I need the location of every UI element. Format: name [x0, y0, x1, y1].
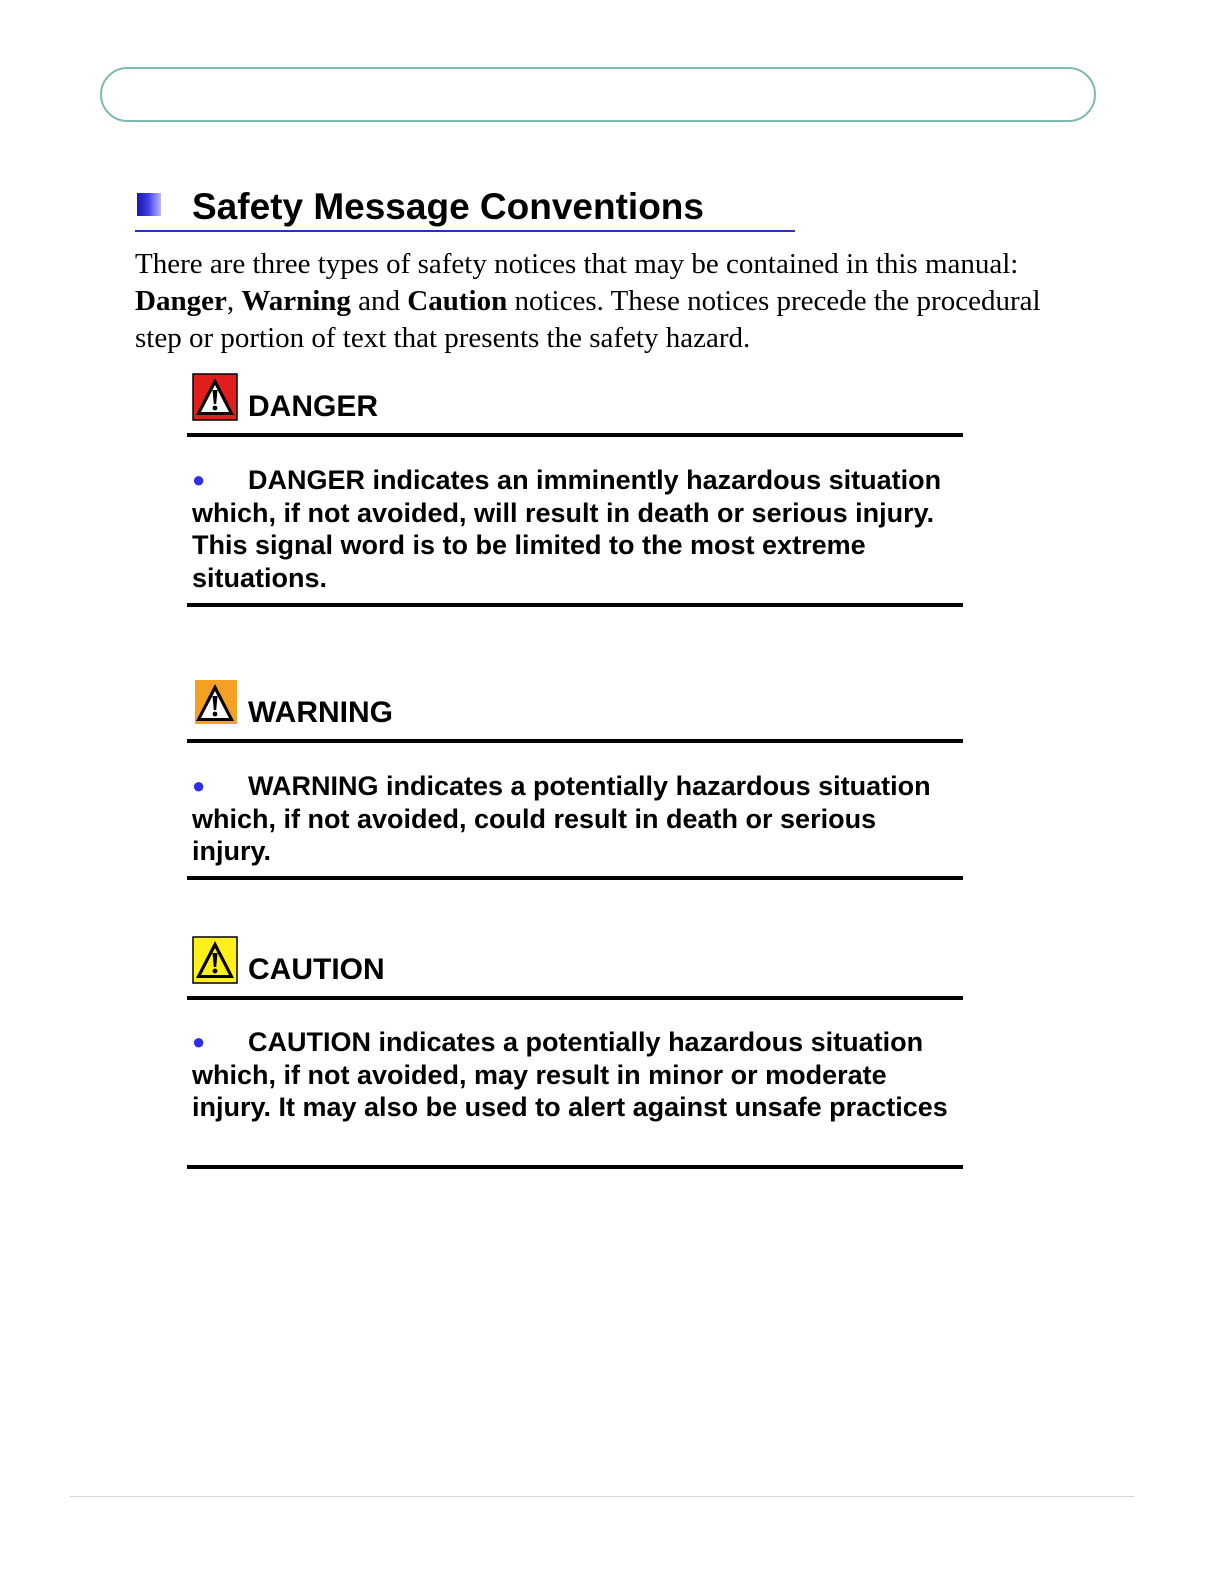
caution-description	[192, 1026, 962, 1124]
bullet-icon: ●	[192, 467, 206, 492]
warning-text: WARNING indicates a potentially hazardous situation which, if not avoided, could result in death or serious injury.	[192, 771, 931, 866]
caution-text: CAUTION indicates a potentially hazardous situation which, if not avoided, may result in minor or moderate injury. It may also be used to alert against unsafe practices	[192, 1027, 948, 1122]
section-title-underline	[135, 230, 795, 232]
warning-description	[192, 770, 962, 868]
caution-notice-header	[187, 936, 963, 998]
warning-label: WARNING	[248, 696, 393, 729]
danger-bottom-rule	[187, 603, 963, 607]
section-marker-square	[137, 193, 161, 216]
intro-warning-term: Warning	[241, 285, 351, 317]
page-footer-divider	[70, 1496, 1134, 1497]
section-title: Safety Message Conventions	[192, 186, 704, 227]
danger-text: DANGER indicates an imminently hazardous situation which, if not avoided, will result in death or serious injury. This signal word is to be limited to the most extreme situations.	[192, 465, 942, 593]
warning-triangle-icon	[192, 679, 238, 727]
intro-text-part1: There are three types of safety notices that may be contained in this manual:	[135, 248, 1019, 280]
intro-danger-term: Danger	[135, 285, 227, 317]
danger-warning-triangle-icon	[192, 373, 238, 421]
bullet-icon: ●	[192, 1029, 206, 1054]
intro-separator-1: ,	[226, 285, 242, 317]
intro-caution-term: Caution	[407, 285, 508, 317]
bullet-icon: ●	[192, 773, 206, 798]
danger-label: DANGER	[248, 390, 379, 423]
intro-text-part2: notices. These notices precede the procedural step or portion of text that presents the safety hazard.	[135, 285, 1041, 354]
caution-top-rule	[187, 996, 963, 1000]
warning-bottom-rule	[187, 876, 963, 880]
intro-separator-2: and	[350, 285, 408, 317]
danger-top-rule	[187, 433, 963, 437]
warning-notice-header	[187, 679, 963, 741]
page-header-frame	[100, 67, 1096, 122]
danger-description	[192, 464, 962, 594]
caution-triangle-icon	[192, 936, 238, 984]
warning-top-rule	[187, 739, 963, 743]
caution-bottom-rule	[187, 1165, 963, 1169]
intro-paragraph	[135, 246, 1065, 357]
caution-label: CAUTION	[248, 953, 385, 986]
danger-notice-header	[187, 373, 963, 435]
